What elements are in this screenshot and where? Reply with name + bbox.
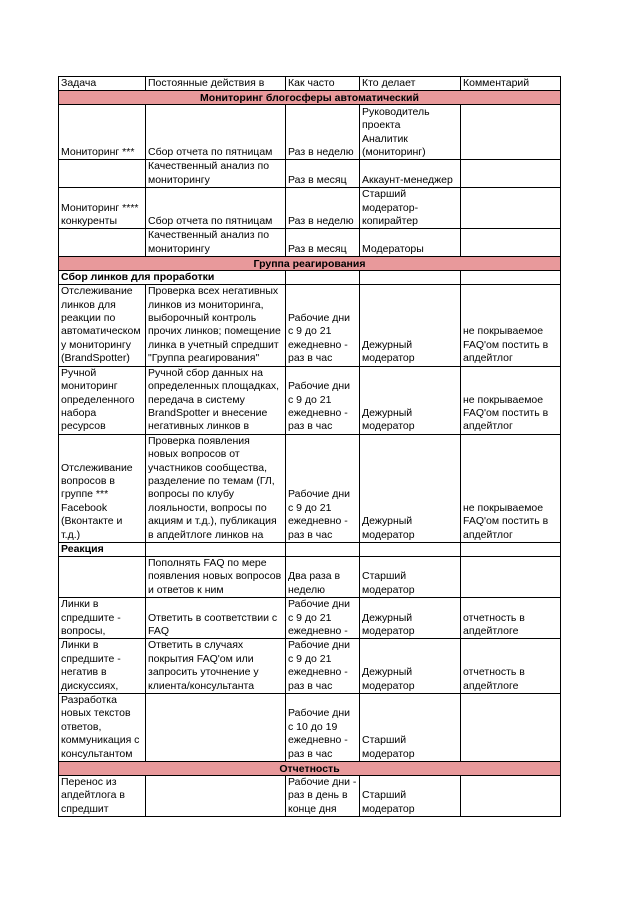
section-band-row: [59, 762, 561, 776]
table-row: [59, 229, 561, 257]
cell-action: Пополнять FAQ по мере появления новых вопросов и ответов к ним: [148, 556, 282, 596]
cell-who: Дежурный модератор: [362, 611, 415, 637]
cell-frequency: Рабочие дни с 10 до 19 ежедневно - раз в час: [288, 707, 351, 760]
cell-action: Ответить в случаях покрытия FAQ'ом или запросить уточнение у клиента/консультанта: [148, 639, 259, 692]
cell-frequency: Раз в неделю: [288, 215, 354, 228]
table-row: [59, 105, 561, 160]
cell-comment: отчетность в апдейтлоге: [463, 666, 525, 692]
cell-who: Дежурный модератор: [362, 406, 415, 433]
cell-task: Отслеживание линков для реакции по автоматическом у мониторингу (BrandSpotter): [61, 285, 141, 365]
subsection-row: [59, 271, 561, 285]
cell-task: Линки в спредшите - негатив в дискуссиях,: [61, 639, 121, 692]
cell-who: Дежурный модератор: [362, 338, 415, 365]
cell-frequency: Раз в месяц: [288, 242, 347, 255]
cell-action: Сбор отчета по пятницам: [148, 146, 273, 158]
header-row: [59, 77, 561, 91]
header-task: Задача: [59, 77, 146, 91]
cell-who: Дежурный модератор: [362, 666, 415, 692]
table-row: [59, 694, 561, 762]
cell-action: Проверка появления новых вопросов от участников сообщества, разделение по темам (ГЛ, вопросы по клубу лояльности, вопросы по акциям и т.д.), публикация в апдейтлоге линков на: [148, 434, 277, 541]
table-row: [59, 160, 561, 188]
table-row: [59, 639, 561, 694]
cell-who: Старший модератор: [362, 570, 415, 596]
cell-who: Старший модератор: [362, 734, 415, 760]
cell-task: Разработка новых текстов ответов, коммуникация с консультантом: [61, 694, 140, 760]
cell-frequency: Рабочие дни с 9 до 21 ежедневно - раз в час: [288, 312, 351, 365]
cell-action: Сбор отчета по пятницам: [148, 215, 273, 228]
cell-task: Ручной мониторинг определенного набора ресурсов: [61, 366, 135, 433]
section-band-row: [59, 257, 561, 271]
subsection-links-title: Сбор линков для проработки: [59, 271, 286, 285]
cell-frequency: Два раза в неделю: [288, 570, 341, 596]
cell-action: Качественный анализ по мониторингу: [148, 160, 270, 186]
section-reaction-group-title: Группа реагирования: [59, 257, 561, 271]
table-row: [59, 598, 561, 639]
cell-frequency: Раз в неделю: [288, 146, 354, 158]
cell-action: Ответить в соответствии с FAQ: [148, 611, 278, 637]
section-band-row: [59, 91, 561, 105]
cell-action: Качественный анализ по мониторингу: [148, 229, 270, 255]
table-row: [59, 188, 561, 229]
header-frequency: Как часто: [286, 77, 360, 91]
cell-who: Старший модератор: [362, 789, 415, 815]
table-row: [59, 366, 561, 434]
cell-frequency: Рабочие дни с 9 до 21 ежедневно -: [288, 598, 351, 637]
cell-action: Проверка всех негативных линков из мониторинга, выборочный контроль прочих линков; помещение линка в учетный спредшит "Группа реагирования": [148, 285, 281, 365]
cell-who: Модераторы: [362, 242, 424, 255]
cell-frequency: Рабочие дни с 9 до 21 ежедневно - раз в час: [288, 639, 351, 692]
cell-who: Руководитель проекта Аналитик (мониторинг): [362, 105, 430, 158]
section-reporting-title: Отчетность: [59, 762, 561, 776]
cell-who: Дежурный модератор: [362, 515, 415, 541]
cell-frequency: Раз в месяц: [288, 173, 347, 186]
subsection-row: [59, 542, 561, 556]
header-actions: Постоянные действия в: [146, 77, 286, 91]
cell-task: Мониторинг **** конкуренты: [61, 201, 139, 228]
subsection-reaction-title: Реакция: [59, 542, 146, 556]
cell-frequency: Рабочие дни с 9 до 21 ежедневно - раз в час: [288, 380, 351, 433]
section-monitoring-title: Мониторинг блогосферы автоматический: [59, 91, 561, 105]
header-comment: Комментарий: [461, 77, 561, 91]
cell-task: Линки в спредшите - вопросы,: [61, 598, 121, 637]
header-who: Кто делает: [360, 77, 461, 91]
cell-frequency: Рабочие дни с 9 до 21 ежедневно - раз в час: [288, 488, 351, 541]
table-row: [59, 776, 561, 817]
cell-who: Старший модератор- копирайтер: [362, 188, 419, 228]
table-row: [59, 556, 561, 597]
cell-frequency: Рабочие дни - раз в день в конце дня: [288, 776, 357, 815]
cell-task: Отслеживание вопросов в группе *** Facebook (Вконтакте и т.д.): [61, 461, 133, 541]
cell-comment: не покрываемое FAQ'ом постить в апдейтлог: [463, 325, 549, 365]
cell-who: Аккаунт-менеджер: [362, 173, 453, 186]
cell-comment: не покрываемое FAQ'ом постить в апдейтлог: [463, 393, 549, 433]
cell-task: Мониторинг ***: [61, 146, 135, 158]
cell-comment: не покрываемое FAQ'ом постить в апдейтлог: [463, 501, 549, 541]
cell-action: Ручной сбор данных на определенных площадках, передача в систему BrandSpotter и внесение негативных линков в: [148, 366, 280, 433]
cell-task: Перенос из апдейтлога в спредшит: [61, 776, 125, 815]
planning-table: [58, 76, 561, 817]
table-row: [59, 285, 561, 366]
table-row: [59, 434, 561, 542]
cell-comment: отчетность в апдейтлоге: [463, 611, 525, 637]
